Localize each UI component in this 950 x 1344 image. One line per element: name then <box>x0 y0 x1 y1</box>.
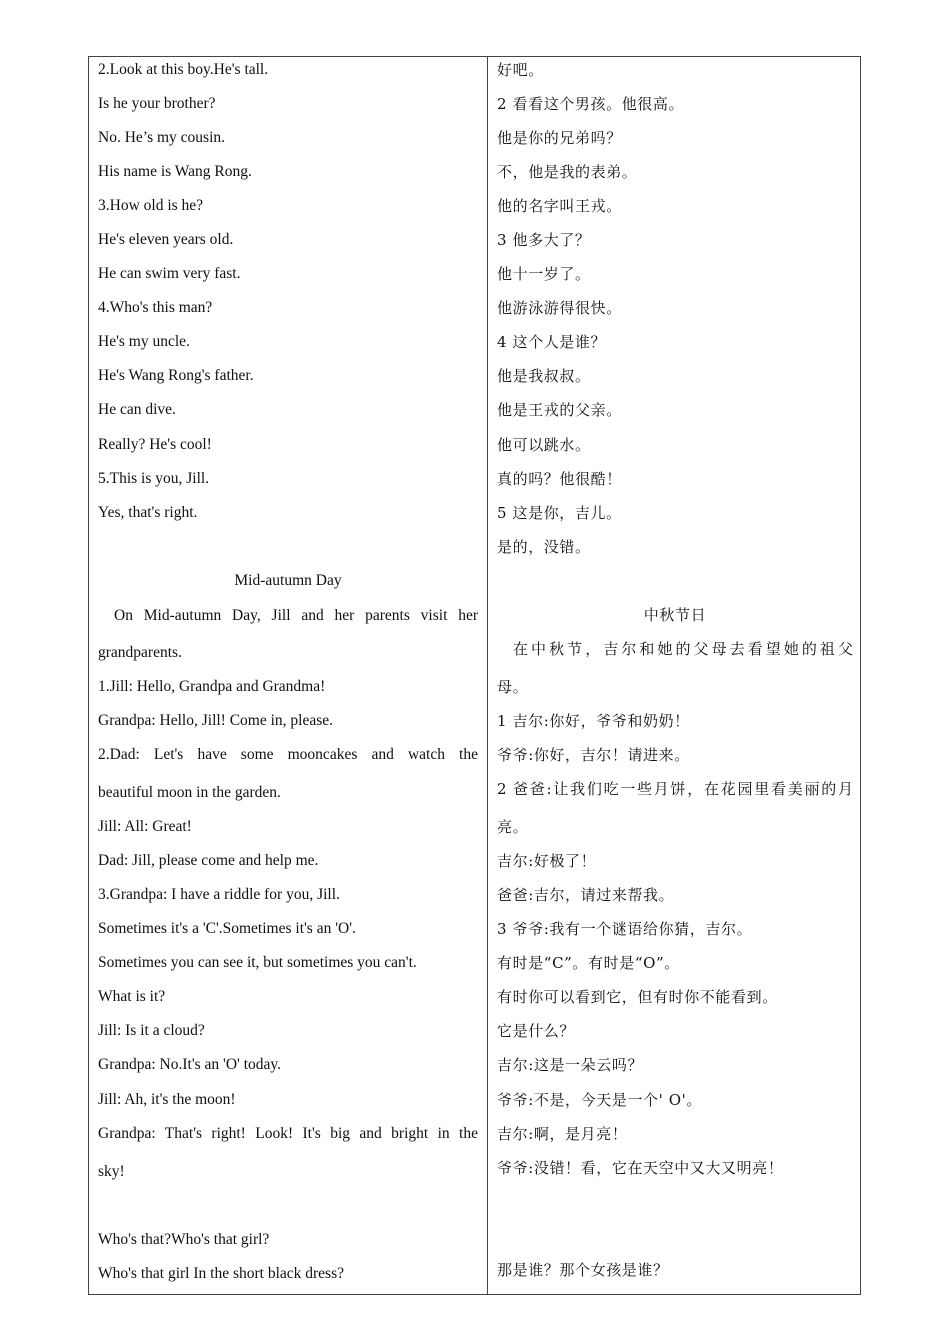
chinese-line: 他的名字叫王戎。 <box>497 197 622 215</box>
chinese-line: 亮。 <box>497 818 529 836</box>
english-line: Sometimes it's a 'C'.Sometimes it's an 'O'. <box>98 920 356 937</box>
english-line: Grandpa: No.It's an 'O' today. <box>98 1056 281 1073</box>
english-line: 2.Look at this boy.He's tall. <box>98 61 269 78</box>
english-line: Who's that girl In the short black dress? <box>98 1265 344 1282</box>
english-line: beautiful moon in the garden. <box>98 784 281 801</box>
chinese-line: 他可以跳水。 <box>497 436 591 454</box>
english-line: sky! <box>98 1163 125 1180</box>
chinese-line: 2 看看这个男孩。他很高。 <box>497 95 685 113</box>
english-line: He's eleven years old. <box>98 231 234 248</box>
english-line: No. He’s my cousin. <box>98 129 226 146</box>
chinese-line: 好吧。 <box>497 61 544 79</box>
chinese-line: 是的，没错。 <box>497 538 591 556</box>
chinese-line: 吉尔:啊，是月亮！ <box>497 1125 628 1143</box>
english-line: 1.Jill: Hello, Grandpa and Grandma! <box>98 678 326 695</box>
english-line: grandparents. <box>98 644 182 661</box>
chinese-line: 他十一岁了。 <box>497 265 591 283</box>
english-line: He can swim very fast. <box>98 265 241 282</box>
english-line: Who's that?Who's that girl? <box>98 1231 270 1248</box>
english-line: What is it? <box>98 988 166 1005</box>
english-line: He's Wang Rong's father. <box>98 367 254 384</box>
english-line: Grandpa: That's right! Look! It's big and bright in the <box>98 1125 478 1142</box>
english-line: Sometimes you can see it, but sometimes you can't. <box>98 954 417 971</box>
english-line: Jill: All: Great! <box>98 818 192 835</box>
english-line: Jill: Ah, it's the moon! <box>98 1091 236 1108</box>
chinese-line: 2 爸爸:让我们吃一些月饼，在花园里看美丽的月 <box>497 780 853 798</box>
english-line: Jill: Is it a cloud? <box>98 1022 205 1039</box>
chinese-line: 3 他多大了？ <box>497 231 591 249</box>
english-line: Yes, that's right. <box>98 504 198 521</box>
chinese-line: 不，他是我的表弟。 <box>497 163 638 181</box>
chinese-line: 那是谁？那个女孩是谁？ <box>497 1261 669 1279</box>
chinese-line: 爷爷:不是，今天是一个' O'。 <box>497 1091 702 1109</box>
column-divider <box>487 57 488 1294</box>
chinese-line: 5 这是你，吉儿。 <box>497 504 622 522</box>
english-line: Dad: Jill, please come and help me. <box>98 852 319 869</box>
chinese-line: 有时你可以看到它，但有时你不能看到。 <box>497 988 778 1006</box>
english-line: 3.Grandpa: I have a riddle for you, Jill. <box>98 886 340 903</box>
chinese-line: 他是我叔叔。 <box>497 367 591 385</box>
english-line: On Mid-autumn Day, Jill and her parents visit her <box>114 607 478 624</box>
chinese-line: 爸爸:吉尔，请过来帮我。 <box>497 886 675 904</box>
chinese-line: 吉尔:这是一朵云吗？ <box>497 1056 644 1074</box>
chinese-line: 在中秋节，吉尔和她的父母去看望她的祖父 <box>513 640 853 658</box>
english-line: 4.Who's this man? <box>98 299 213 316</box>
english-line: Really? He's cool! <box>98 436 212 453</box>
chinese-line: 3 爷爷:我有一个谜语给你猜，吉尔。 <box>497 920 753 938</box>
chinese-line: 它是什么？ <box>497 1022 576 1040</box>
english-line: 3.How old is he? <box>98 197 204 214</box>
english-line: He's my uncle. <box>98 333 190 350</box>
english-line: His name is Wang Rong. <box>98 163 252 180</box>
english-line: He can dive. <box>98 401 176 418</box>
chinese-line: 有时是“C”。有时是“O”。 <box>497 954 680 972</box>
english-line: 2.Dad: Let's have some mooncakes and watch the <box>98 746 478 763</box>
bilingual-text-table <box>88 56 861 1295</box>
english-section-title: Mid-autumn Day <box>234 572 342 589</box>
chinese-line: 母。 <box>497 678 529 696</box>
english-line: 5.This is you, Jill. <box>98 470 210 487</box>
chinese-section-title: 中秋节日 <box>643 606 707 624</box>
english-line: Grandpa: Hello, Jill! Come in, please. <box>98 712 334 729</box>
english-line: Is he your brother? <box>98 95 216 112</box>
chinese-line: 真的吗？他很酷！ <box>497 470 622 488</box>
chinese-line: 他游泳游得很快。 <box>497 299 622 317</box>
chinese-line: 1 吉尔:你好，爷爷和奶奶！ <box>497 712 690 730</box>
chinese-line: 4 这个人是谁？ <box>497 333 607 351</box>
chinese-line: 爷爷:没错！看，它在天空中又大又明亮！ <box>497 1159 784 1177</box>
chinese-line: 爷爷:你好，吉尔！请进来。 <box>497 746 690 764</box>
chinese-line: 他是你的兄弟吗？ <box>497 129 622 147</box>
chinese-line: 吉尔:好极了！ <box>497 852 597 870</box>
chinese-line: 他是王戎的父亲。 <box>497 401 622 419</box>
